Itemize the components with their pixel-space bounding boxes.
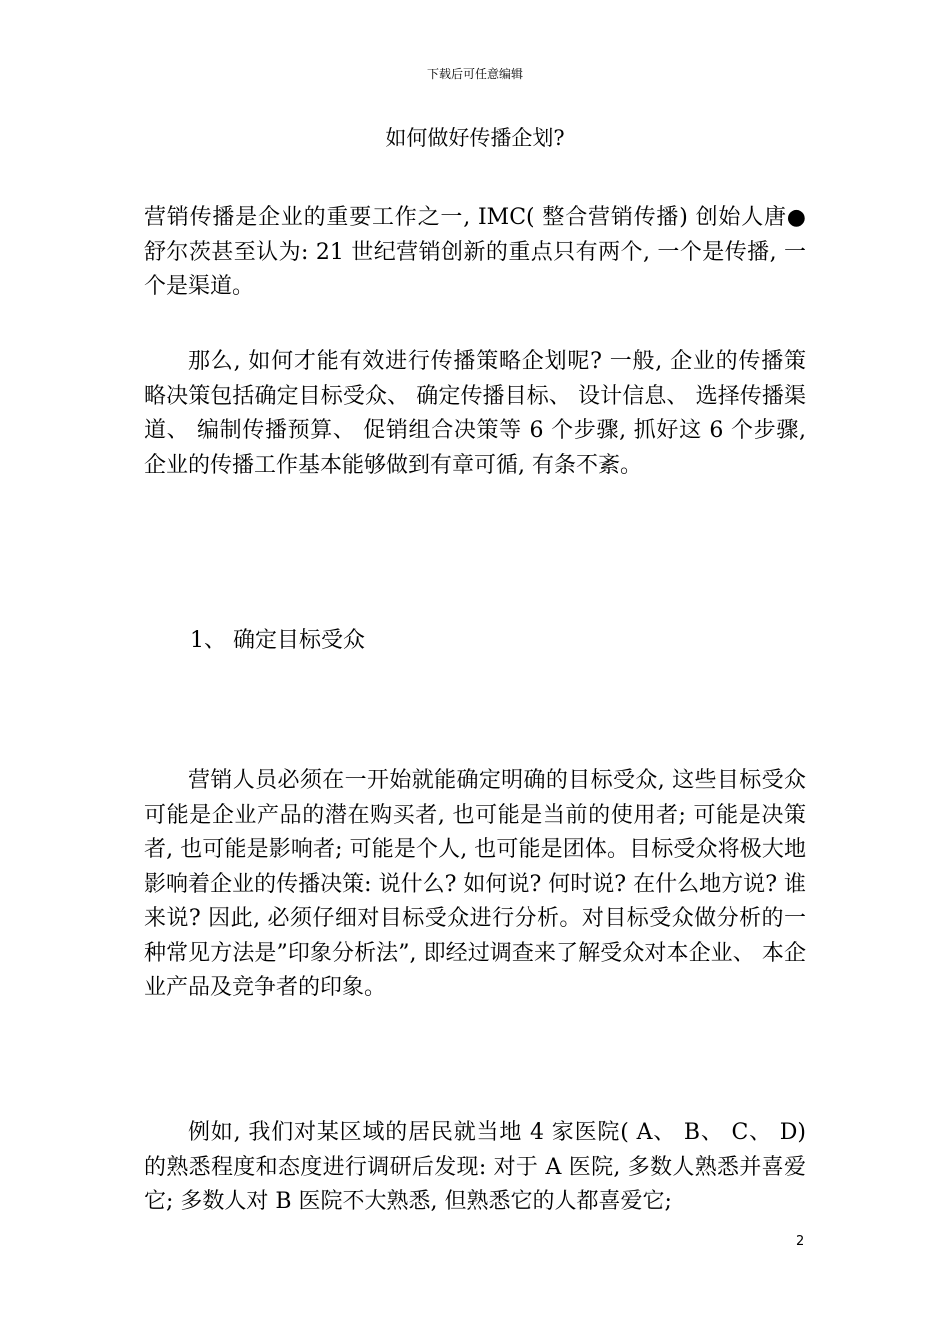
paragraph-example: 例如, 我们对某区域的居民就当地 4 家医院( A、 B、 C、 D) 的熟悉程度和态度进行调研后发现: 对于 A 医院, 多数人熟悉并喜爱它; 多数人对 B 医院不大熟悉, 但熟悉它的人都喜爱它;: [144, 1120, 806, 1214]
paragraph-target-audience: 营销人员必须在一开始就能确定明确的目标受众, 这些目标受众可能是企业产品的潜在购买者, 也可能是当前的使用者; 可能是决策者, 也可能是影响者; 可能是个人, 也可能是团体。目标受众将极大地影响着企业的传播决策: 说什么? 如何说? 何时说? 在什么地方说? 谁来说? 因此, 必须仔细对目标受众进行分析。对目标受众做分析的一种常见方法是”印象分析法”, 即经过调查来了解受众对本企业、 本企业产品及竞争者的印象。: [144, 768, 806, 1000]
paragraph-intro: 营销传播是企业的重要工作之一, IMC( 整合营销传播) 创始人唐●舒尔茨甚至认为: 21 世纪营销创新的重点只有两个, 一个是传播, 一个是渠道。: [144, 205, 806, 299]
page-number: 2: [796, 1234, 805, 1249]
section-heading: 1、 确定目标受众: [190, 628, 365, 653]
page-header-note: 下载后可任意编辑: [426, 67, 523, 81]
document-title: 如何做好传播企划?: [385, 126, 565, 150]
paragraph-strategy: 那么, 如何才能有效进行传播策略企划呢? 一般, 企业的传播策略决策包括确定目标受众、 确定传播目标、 设计信息、 选择传播渠道、 编制传播预算、 促销组合决策等 6 个步骤, 抓好这 6 个步骤, 企业的传播工作基本能够做到有章可循, 有条不紊。: [144, 349, 806, 478]
